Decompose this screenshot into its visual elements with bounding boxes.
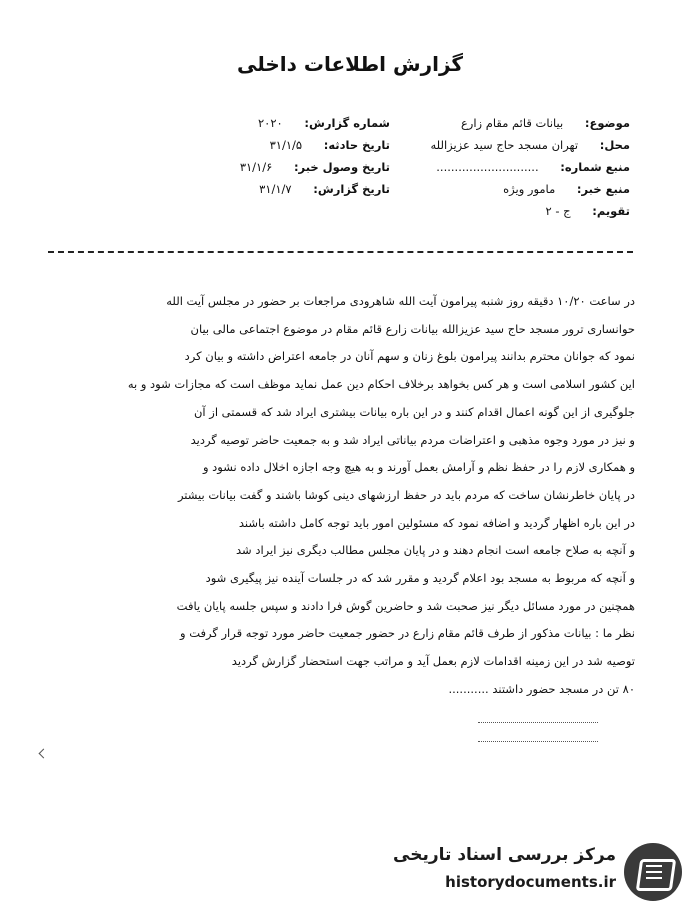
meta-source-number-value: ............................ — [436, 160, 539, 174]
meta-report-number-label: شماره گزارش: — [304, 116, 390, 130]
report-body — [48, 288, 635, 704]
meta-report-date — [190, 178, 390, 200]
body-line: در ساعت ۱۰/۲۰ دقیقه روز شنبه پیرامون آیت الله شاهرودی مراجعات بر حضور در مجلس آیت الله — [166, 294, 635, 308]
meta-received-date-value: ۳۱/۱/۶ — [239, 160, 273, 174]
meta-source-number — [370, 156, 630, 178]
meta-received-date-label: تاریخ وصول خبر: — [293, 160, 390, 174]
body-line: حوانساری ترور مسجد حاج سید عزیزالله بیانات زارع قائم مقام در موضوع اجتماعی مالی بیان — [190, 321, 635, 336]
watermark-name: مرکز بررسی اسناد تاریخی — [393, 845, 616, 865]
body-line: نمود که جوانان محترم بدانند پیرامون بلوغ زنان و سهم آنان در جامعه اعتراض داشته و بیان کرد — [184, 349, 635, 364]
meta-left-block — [190, 112, 390, 200]
meta-incident-date-value: ۳۱/۱/۵ — [269, 138, 303, 152]
document-archive-icon — [624, 843, 682, 901]
document-title: گزارش اطلاعات داخلی — [236, 52, 464, 76]
body-line: این کشور اسلامی است و هر کس بخواهد برخلاف احکام دین عمل نماید موظف است که مجازات شود و به — [127, 377, 635, 392]
meta-right-block — [370, 112, 630, 222]
meta-subject-value: بیانات قائم مقام زارع — [460, 116, 564, 130]
watermark-url[interactable]: historydocuments.ir — [445, 873, 616, 891]
body-line: همچنین در مورد مسائل دیگر نیز صحبت شد و حاضرین گوش فرا دادند و سپس جلسه پایان یافت — [176, 598, 635, 613]
meta-report-number — [190, 112, 390, 134]
section-divider — [48, 251, 633, 253]
meta-evaluation — [370, 200, 630, 222]
body-line: در پایان خاطرنشان ساخت که مردم باید در حفظ ارزشهای دینی کوشا باشند و گفت بیانات بیشتر — [177, 487, 635, 502]
meta-location-label: محل: — [599, 138, 630, 152]
meta-subject — [370, 112, 630, 134]
meta-source-label: منبع خبر: — [576, 182, 630, 196]
meta-evaluation-value: ج - ۲ — [545, 204, 571, 218]
dotted-line — [478, 741, 598, 744]
meta-source-value: مامور ویژه — [503, 182, 556, 196]
body-line: و نیز در مورد وجوه مذهبی و اعتراضات مردم بیاناتی ایراد شد و به جمعیت حاضر توصیه گردید — [190, 432, 635, 447]
meta-received-date — [190, 156, 390, 178]
meta-source-number-label: منبع شماره: — [560, 160, 630, 174]
archive-watermark — [392, 837, 682, 903]
body-line: نظر ما : بیانات مذکور از طرف قائم مقام زارع در حضور جمعیت حاضر مورد توجه قرار گرفت و — [180, 626, 635, 641]
body-line: جلوگیری از این گونه اعمال اقدام کنند و در این باره بیانات بیشتری ایراد شد که قسمتی از آن — [193, 404, 635, 419]
meta-source — [370, 178, 630, 200]
meta-subject-label: موضوع: — [584, 116, 630, 130]
dotted-line — [478, 722, 598, 725]
body-line: در این باره اظهار گردید و اضافه نمود که مسئولین امور باید توجه کامل داشته باشند — [238, 515, 635, 530]
meta-incident-date — [190, 134, 390, 156]
body-line: توصیه شد در این زمینه اقدامات لازم بعمل آید و مراتب جهت استحضار گزارش گردید — [231, 654, 635, 669]
margin-mark — [39, 749, 49, 759]
meta-location — [370, 134, 630, 156]
meta-report-number-value: ۲۰۲۰ — [258, 116, 283, 130]
meta-report-date-label: تاریخ گزارش: — [313, 182, 390, 196]
meta-report-date-value: ۳۱/۱/۷ — [259, 182, 292, 196]
meta-evaluation-label: تقویم: — [592, 204, 630, 218]
dotted-signature-lines — [478, 722, 598, 782]
meta-incident-date-label: تاریخ حادثه: — [323, 138, 390, 152]
body-line: ۸۰ تن در مسجد حضور داشتند ........... — [448, 681, 635, 696]
body-line: و همکاری لازم را در حفظ نظم و آرامش بعمل آورند و به هیچ وجه اجازه اخلال داده نشود و — [202, 460, 635, 475]
body-line: و آنچه که مربوط به مسجد بود اعلام گردید و مقرر شد که در جلسات آینده نیز پیگیری شود — [205, 571, 635, 586]
body-line: و آنچه به صلاح جامعه است انجام دهند و در پایان مجلس مطالب دیگری نیز ایراد شد — [236, 543, 635, 558]
meta-location-value: تهران مسجد حاج سید عزیزالله — [430, 138, 579, 152]
